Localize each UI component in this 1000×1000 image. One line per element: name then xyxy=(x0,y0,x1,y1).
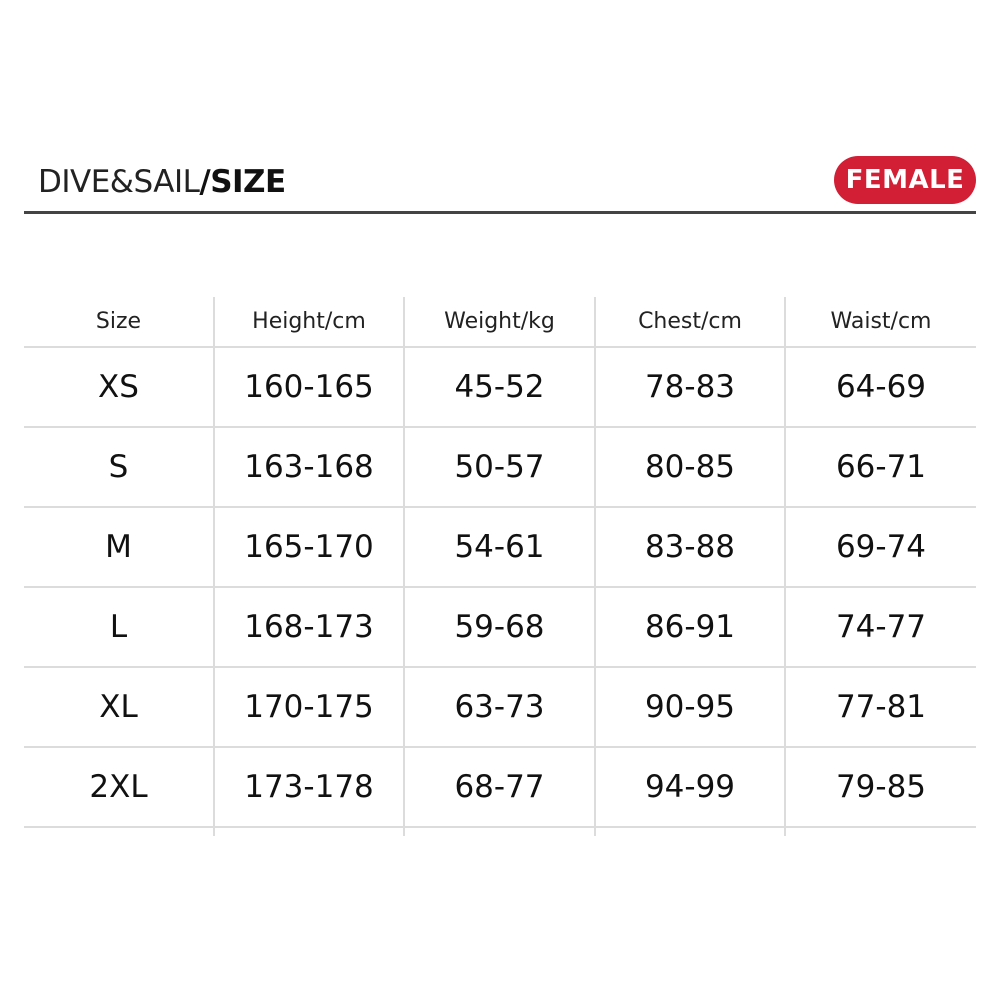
chest-cell: 90-95 xyxy=(595,667,785,747)
chest-cell: 78-83 xyxy=(595,347,785,427)
column-header-chest: Chest/cm xyxy=(595,297,785,347)
weight-cell: 59-68 xyxy=(404,587,595,667)
title-separator: / xyxy=(199,164,211,200)
table-row xyxy=(24,507,976,587)
height-cell: 163-168 xyxy=(214,427,404,507)
waist-cell: 77-81 xyxy=(785,667,976,747)
weight-cell: 54-61 xyxy=(404,507,595,587)
size-cell: XL xyxy=(24,667,214,747)
column-header-weight: Weight/kg xyxy=(404,297,595,347)
height-cell: 173-178 xyxy=(214,747,404,827)
brand-name: DIVE&SAIL xyxy=(38,164,200,200)
weight-cell: 45-52 xyxy=(404,347,595,427)
size-cell: 2XL xyxy=(24,747,214,827)
size-cell: M xyxy=(24,507,214,587)
size-table xyxy=(24,297,976,836)
table-row xyxy=(24,427,976,507)
table-row xyxy=(24,667,976,747)
weight-cell: 63-73 xyxy=(404,667,595,747)
waist-cell: 79-85 xyxy=(785,747,976,827)
table-row xyxy=(24,747,976,827)
table-row xyxy=(24,587,976,667)
chest-cell: 86-91 xyxy=(595,587,785,667)
height-cell: 168-173 xyxy=(214,587,404,667)
height-cell: 160-165 xyxy=(214,347,404,427)
weight-cell: 50-57 xyxy=(404,427,595,507)
waist-cell: 66-71 xyxy=(785,427,976,507)
size-chart-header xyxy=(24,156,976,214)
header-divider xyxy=(24,211,976,214)
weight-cell: 68-77 xyxy=(404,747,595,827)
gender-badge: FEMALE xyxy=(834,156,976,204)
table-header-row xyxy=(24,297,976,347)
chest-cell: 80-85 xyxy=(595,427,785,507)
table-tail xyxy=(24,827,976,836)
height-cell: 170-175 xyxy=(214,667,404,747)
table-row xyxy=(24,347,976,427)
column-header-size: Size xyxy=(24,297,214,347)
waist-cell: 74-77 xyxy=(785,587,976,667)
title-size: SIZE xyxy=(210,164,286,200)
chest-cell: 94-99 xyxy=(595,747,785,827)
page-title xyxy=(38,162,286,202)
height-cell: 165-170 xyxy=(214,507,404,587)
waist-cell: 69-74 xyxy=(785,507,976,587)
waist-cell: 64-69 xyxy=(785,347,976,427)
column-header-waist: Waist/cm xyxy=(785,297,976,347)
size-cell: L xyxy=(24,587,214,667)
size-cell: XS xyxy=(24,347,214,427)
column-header-height: Height/cm xyxy=(214,297,404,347)
size-cell: S xyxy=(24,427,214,507)
chest-cell: 83-88 xyxy=(595,507,785,587)
